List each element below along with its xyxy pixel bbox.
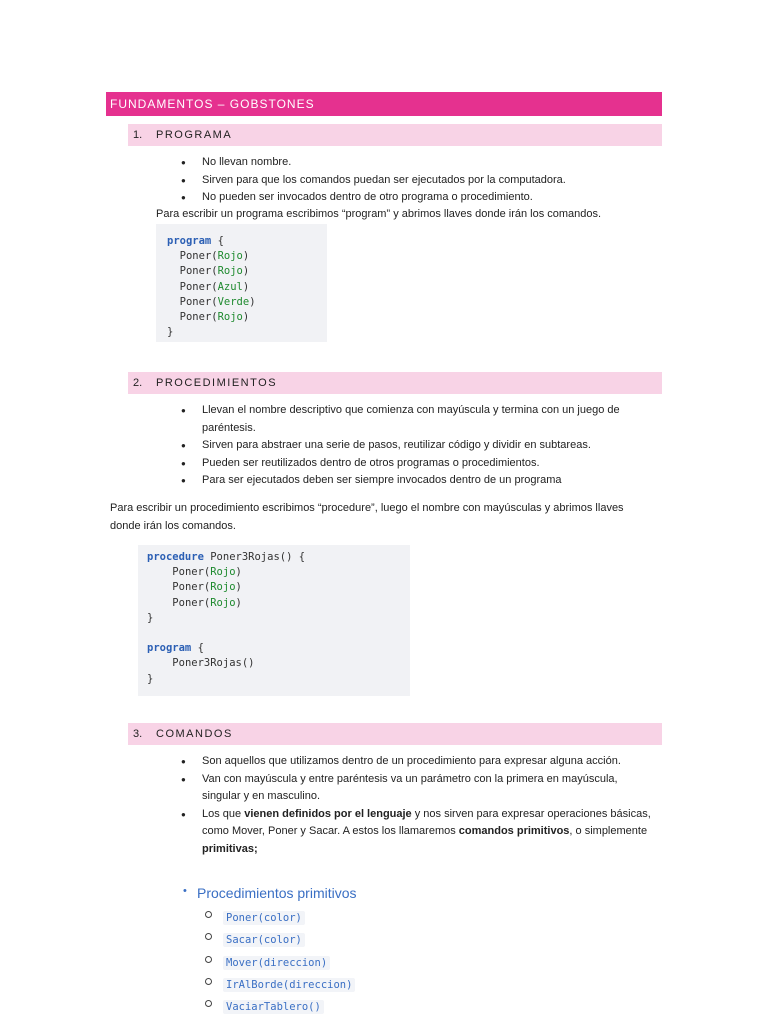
code-chip: IrAlBorde(direccion) [223,978,355,992]
list-item: ● Para ser ejecutados deben ser siempre invocados dentro de un programa [181,472,656,490]
list-item: ● Sirven para que los comandos puedan ser ejecutados por la computadora. [181,172,661,190]
list-item [205,997,355,1019]
code-keyword: program [147,642,192,655]
section-label: PROGRAMA [156,129,233,141]
circle-bullet-icon [205,911,212,918]
list-item: ● No llevan nombre. [181,154,661,172]
comandos-bullets [181,753,659,858]
list-item [205,975,355,997]
code-keyword: procedure [147,551,204,563]
procedimientos-paragraph: Para escribir un procedimiento escribimos “procedure”, luego el nombre con mayúsculas y abrimos llaves donde irán los comandos. [110,502,624,532]
section-header-programa [128,124,662,146]
code-chip: Poner(color) [223,911,305,925]
primitives-heading: • Procedimientos primitivos [183,885,357,901]
section-label: COMANDOS [156,728,233,740]
code-chip: Mover(direccion) [223,956,330,970]
code-block-procedure: procedure Poner3Rojas() { Poner(Rojo) Poner(Rojo) Poner(Rojo) } program { Poner3Rojas() } [138,545,410,696]
bullet-icon: • [183,885,187,897]
code-chip: VaciarTablero() [223,1000,324,1014]
document-title: FUNDAMENTOS – GOBSTONES [106,92,662,116]
list-item [205,930,355,952]
list-item [205,953,355,975]
code-block-program: program { Poner(Rojo) Poner(Rojo) Poner(Azul) Poner(Verde) Poner(Rojo) } [156,224,327,342]
code-keyword: program [167,235,212,247]
circle-bullet-icon [205,978,212,985]
list-item: ● Los que vienen definidos por el lenguaje y nos sirven para expresar operaciones básicas, como Mover, Poner y Sacar. A estos los llamaremos comandos primitivos, o simplemente primitivas; [181,806,659,859]
section-number: 3. [133,728,143,740]
circle-bullet-icon [205,1000,212,1007]
list-item: ● No pueden ser invocados dentro de otro programa o procedimiento. [181,189,661,207]
code-color: Rojo [217,311,243,324]
section-header-comandos [128,723,662,745]
list-item [205,908,355,930]
code-color: Rojo [217,250,243,263]
programa-bullets [181,154,661,207]
list-item: ● Llevan el nombre descriptivo que comienza con mayúscula y termina con un juego de paréntesis. [181,402,656,437]
code-color: Azul [217,280,243,293]
section-number: 2. [133,377,143,389]
procedimientos-bullets [181,402,656,490]
section-number: 1. [133,129,143,141]
list-item: ● Sirven para abstraer una serie de pasos, reutilizar código y dividir en subtareas. [181,437,656,455]
code-color: Rojo [210,566,236,579]
section-header-procedimientos [128,372,662,394]
section-label: PROCEDIMIENTOS [156,377,278,389]
code-color: Rojo [210,596,236,609]
list-item: ● Van con mayúscula y entre paréntesis va un parámetro con la primera en mayúscula, singular y en masculino. [181,771,659,806]
code-color: Rojo [210,581,236,594]
list-item: ● Pueden ser reutilizados dentro de otros programas o procedimientos. [181,455,656,473]
programa-paragraph: Para escribir un programa escribimos “program” y abrimos llaves donde irán los comandos. [156,208,602,220]
list-item: ● Son aquellos que utilizamos dentro de un procedimiento para expresar alguna acción. [181,753,659,771]
code-chip: Sacar(color) [223,933,305,947]
code-color: Rojo [217,265,243,278]
circle-bullet-icon [205,933,212,940]
circle-bullet-icon [205,956,212,963]
primitives-list [205,908,355,1019]
code-color: Verde [217,295,250,308]
